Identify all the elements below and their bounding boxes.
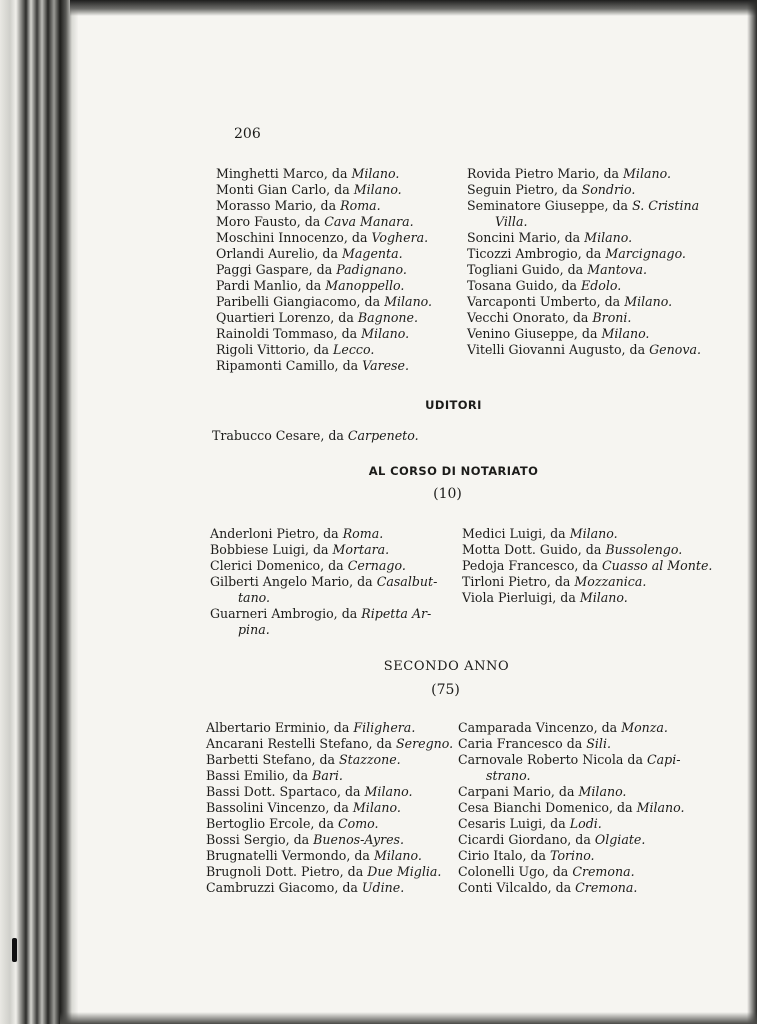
- notariato-right-column: [462, 526, 712, 606]
- person-name: Seguin Pietro, da: [467, 182, 582, 197]
- person-name: Bassi Emilio, da: [206, 768, 313, 783]
- person-name: Albertario Erminio, da: [206, 720, 354, 735]
- place-name: Cremona.: [575, 880, 638, 895]
- list-item: [467, 342, 701, 358]
- person-name: Ticozzi Ambrogio, da: [467, 246, 606, 261]
- list-item-continuation: [467, 214, 701, 230]
- place-name: Mortara.: [332, 542, 390, 557]
- place-name-continuation: Villa.: [495, 214, 528, 229]
- place-name: Milano.: [361, 326, 410, 341]
- person-name: Pardi Manlio, da: [216, 278, 326, 293]
- person-name: Ancarani Restelli Stefano, da: [206, 736, 397, 751]
- place-name: Bagnone.: [357, 310, 418, 325]
- person-name: Cesaris Luigi, da: [458, 816, 570, 831]
- list-item: [467, 182, 701, 198]
- list-item: [467, 166, 701, 182]
- place-name: Milano.: [601, 326, 650, 341]
- person-name: Paggi Gaspare, da: [216, 262, 337, 277]
- place-name: Milano.: [364, 784, 413, 799]
- list-item: [216, 246, 432, 262]
- binding-mark: [12, 938, 17, 962]
- place-name: Broni.: [592, 310, 632, 325]
- list-item: [462, 526, 712, 542]
- place-name: Lecco.: [333, 342, 375, 357]
- person-name: Venino Giuseppe, da: [467, 326, 602, 341]
- list-item: [458, 720, 685, 736]
- uditori-heading: UDITORI: [425, 398, 482, 412]
- list-item: [462, 542, 712, 558]
- place-name: Roma.: [340, 198, 381, 213]
- list-item: [458, 784, 685, 800]
- place-name: Milano.: [384, 294, 433, 309]
- person-name: Carnovale Roberto Nicola da: [458, 752, 648, 767]
- list-item: [216, 358, 432, 374]
- notariato-heading: AL CORSO DI NOTARIATO: [368, 464, 539, 478]
- place-name: Magenta.: [341, 246, 403, 261]
- list-item: [458, 800, 685, 816]
- page-bottom-edge: [60, 1012, 757, 1024]
- place-name: Como.: [337, 816, 379, 831]
- list-item: [216, 166, 432, 182]
- place-name: Bussolengo.: [605, 542, 683, 557]
- person-name: Barbetti Stefano, da: [206, 752, 340, 767]
- person-name: Guarneri Ambrogio, da: [210, 606, 362, 621]
- person-name: Bobbiese Luigi, da: [210, 542, 333, 557]
- list-item: [458, 752, 685, 768]
- person-name: Cesa Bianchi Domenico, da: [458, 800, 637, 815]
- place-name: Edolo.: [581, 278, 622, 293]
- page-right-edge: [747, 0, 757, 1024]
- place-name: Cremona.: [572, 864, 635, 879]
- place-name: S. Cristina: [632, 198, 700, 213]
- person-name: Camparada Vincenzo, da: [458, 720, 622, 735]
- place-name: Marcignago.: [605, 246, 686, 261]
- list-item: [462, 590, 712, 606]
- list-item: [462, 558, 712, 574]
- list-item: [206, 752, 453, 768]
- list-item: [216, 310, 432, 326]
- place-name: Sondrio.: [581, 182, 636, 197]
- place-name-continuation: tano.: [238, 590, 271, 605]
- list-item-continuation: [210, 590, 437, 606]
- list-item: [206, 768, 453, 784]
- place-name: Padignano.: [336, 262, 407, 277]
- list-item: [206, 720, 453, 736]
- person-name: Clerici Domenico, da: [210, 558, 348, 573]
- person-name: Moschini Innocenzo, da: [216, 230, 372, 245]
- person-name: Cicardi Giordano, da: [458, 832, 595, 847]
- list-item: [210, 606, 437, 622]
- person-name: Minghetti Marco, da: [216, 166, 352, 181]
- list-item: [206, 848, 453, 864]
- secondo-anno-right-column: [458, 720, 685, 896]
- place-name: Cuasso al Monte.: [601, 558, 713, 573]
- place-name: Torino.: [550, 848, 595, 863]
- list-item: [206, 864, 453, 880]
- place-name: Sili.: [586, 736, 611, 751]
- person-name: Varcaponti Umberto, da: [467, 294, 625, 309]
- place-name: Buenos-Ayres.: [313, 832, 405, 847]
- person-name: Bassolini Vincenzo, da: [206, 800, 353, 815]
- list-item: [210, 558, 437, 574]
- list-item: [212, 428, 419, 444]
- list-item: [216, 294, 432, 310]
- person-name: Cambruzzi Giacomo, da: [206, 880, 362, 895]
- person-name: Soncini Mario, da: [467, 230, 585, 245]
- place-name: Manoppello.: [325, 278, 405, 293]
- notariato-count: (10): [433, 486, 462, 502]
- person-name: Bertoglio Ercole, da: [206, 816, 338, 831]
- place-name: Carpeneto.: [347, 428, 419, 443]
- top-right-column: [467, 166, 701, 358]
- list-item-continuation: [210, 622, 437, 638]
- list-item: [206, 784, 453, 800]
- place-name: Genova.: [649, 342, 701, 357]
- person-name: Togliani Guido, da: [467, 262, 588, 277]
- person-name: Rovida Pietro Mario, da: [467, 166, 624, 181]
- person-name: Anderloni Pietro, da: [210, 526, 343, 541]
- person-name: Quartieri Lorenzo, da: [216, 310, 358, 325]
- list-item: [210, 526, 437, 542]
- secondo-anno-heading: SECONDO ANNO: [383, 659, 510, 674]
- place-name: Milano.: [623, 166, 671, 181]
- list-item: [467, 198, 701, 214]
- place-name: Milano.: [578, 784, 627, 799]
- list-item: [216, 182, 432, 198]
- place-name: Stazzone.: [339, 752, 401, 767]
- list-item-continuation: [458, 768, 685, 784]
- place-name: Milano.: [624, 294, 673, 309]
- list-item: [467, 278, 701, 294]
- place-name: Voghera.: [371, 230, 429, 245]
- list-item: [462, 574, 712, 590]
- list-item: [467, 230, 701, 246]
- place-name: Roma.: [342, 526, 384, 541]
- list-item: [216, 262, 432, 278]
- person-name: Tirloni Pietro, da: [462, 574, 575, 589]
- place-name: Seregno.: [396, 736, 454, 751]
- place-name: Milano.: [353, 182, 402, 197]
- person-name: Moro Fausto, da: [216, 214, 325, 229]
- list-item: [458, 880, 685, 896]
- place-name: Milano.: [636, 800, 685, 815]
- list-item: [458, 864, 685, 880]
- place-name: Monza.: [621, 720, 668, 735]
- person-name: Carpani Mario, da: [458, 784, 579, 799]
- person-name: Colonelli Ugo, da: [458, 864, 573, 879]
- place-name: Udine.: [361, 880, 405, 895]
- place-name-continuation: pina.: [238, 622, 270, 637]
- place-name: Milano.: [584, 230, 633, 245]
- list-item: [467, 262, 701, 278]
- place-name: Casalbut-: [376, 574, 438, 589]
- person-name: Trabucco Cesare, da: [212, 428, 348, 443]
- list-item: [458, 832, 685, 848]
- list-item: [216, 342, 432, 358]
- list-item: [467, 310, 701, 326]
- list-item: [206, 736, 453, 752]
- page-top-edge: [70, 0, 757, 16]
- place-name: Mantova.: [587, 262, 647, 277]
- list-item: [216, 198, 432, 214]
- place-name: Milano.: [351, 166, 400, 181]
- place-name: Mozzanica.: [574, 574, 647, 589]
- person-name: Vitelli Giovanni Augusto, da: [467, 342, 650, 357]
- person-name: Ripamonti Camillo, da: [216, 358, 363, 373]
- list-item: [206, 880, 453, 896]
- list-item: [467, 246, 701, 262]
- person-name: Bassi Dott. Spartaco, da: [206, 784, 365, 799]
- secondo-anno-count: (75): [431, 682, 460, 698]
- place-name: Due Miglia.: [367, 864, 442, 879]
- list-item: [206, 816, 453, 832]
- place-name: Varese.: [362, 358, 409, 373]
- list-item: [458, 736, 685, 752]
- person-name: Monti Gian Carlo, da: [216, 182, 354, 197]
- list-item: [206, 832, 453, 848]
- list-item: [467, 294, 701, 310]
- uditori-list: [212, 428, 419, 444]
- place-name: Filighera.: [353, 720, 416, 735]
- list-item: [216, 326, 432, 342]
- person-name: Cirio Italo, da: [458, 848, 551, 863]
- person-name: Motta Dott. Guido, da: [462, 542, 606, 557]
- place-name: Ripetta Ar-: [361, 606, 432, 621]
- top-left-column: [216, 166, 432, 374]
- place-name-continuation: strano.: [486, 768, 531, 783]
- person-name: Tosana Guido, da: [467, 278, 582, 293]
- place-name: Bari.: [312, 768, 343, 783]
- list-item: [210, 542, 437, 558]
- secondo-anno-left-column: [206, 720, 453, 896]
- notariato-left-column: [210, 526, 437, 638]
- person-name: Caria Francesco da: [458, 736, 587, 751]
- list-item: [206, 800, 453, 816]
- person-name: Bossi Sergio, da: [206, 832, 314, 847]
- person-name: Brugnoli Dott. Pietro, da: [206, 864, 368, 879]
- person-name: Vecchi Onorato, da: [467, 310, 593, 325]
- person-name: Conti Vilcaldo, da: [458, 880, 576, 895]
- place-name: Milano.: [569, 526, 618, 541]
- person-name: Viola Pierluigi, da: [462, 590, 580, 605]
- place-name: Lodi.: [569, 816, 602, 831]
- place-name: Milano.: [579, 590, 628, 605]
- place-name: Milano.: [373, 848, 422, 863]
- place-name: Milano.: [352, 800, 401, 815]
- person-name: Pedoja Francesco, da: [462, 558, 602, 573]
- person-name: Rigoli Vittorio, da: [216, 342, 334, 357]
- person-name: Seminatore Giuseppe, da: [467, 198, 633, 213]
- list-item: [467, 326, 701, 342]
- person-name: Orlandi Aurelio, da: [216, 246, 342, 261]
- page-number: 206: [234, 126, 261, 142]
- list-item: [216, 278, 432, 294]
- person-name: Paribelli Giangiacomo, da: [216, 294, 385, 309]
- place-name: Olgiate.: [594, 832, 646, 847]
- place-name: Capi-: [647, 752, 681, 767]
- person-name: Morasso Mario, da: [216, 198, 341, 213]
- list-item: [210, 574, 437, 590]
- list-item: [458, 816, 685, 832]
- place-name: Cava Manara.: [324, 214, 414, 229]
- book-binding: [0, 0, 78, 1024]
- list-item: [458, 848, 685, 864]
- person-name: Brugnatelli Vermondo, da: [206, 848, 374, 863]
- list-item: [216, 230, 432, 246]
- place-name: Cernago.: [347, 558, 406, 573]
- person-name: Gilberti Angelo Mario, da: [210, 574, 377, 589]
- person-name: Medici Luigi, da: [462, 526, 570, 541]
- person-name: Rainoldi Tommaso, da: [216, 326, 362, 341]
- list-item: [216, 214, 432, 230]
